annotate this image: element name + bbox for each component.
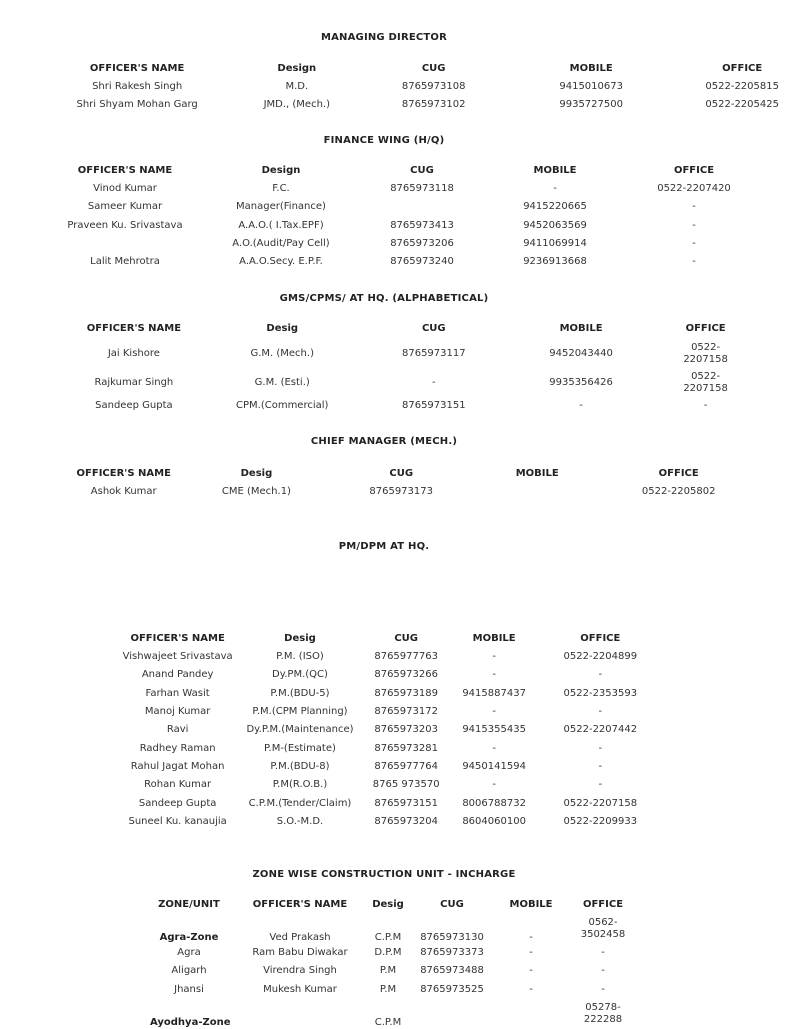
managing-director-table — [60, 60, 790, 115]
zone-unit: Jhansi — [174, 983, 204, 995]
table-row — [150, 914, 644, 944]
designation: C.P.M — [374, 1016, 402, 1028]
header-office: OFFICE — [582, 899, 624, 910]
header-officer-name: OFFICER'S NAME — [76, 468, 171, 479]
office-number: 0522-2353593 — [563, 687, 638, 699]
office-number: - — [598, 669, 603, 681]
header-cug: CUG — [389, 468, 414, 479]
mobile-number: - — [579, 400, 583, 412]
section-title-finance-wing: FINANCE WING (H/Q) — [323, 135, 445, 146]
header-desig: Desig — [266, 323, 299, 334]
office-number: 0522-2204899 — [563, 651, 638, 663]
table-row — [120, 739, 660, 757]
header-mobile: MOBILE — [515, 468, 559, 479]
designation: C.P.M.(Tender/Claim) — [248, 797, 352, 809]
designation: G.M. (Mech.) — [250, 347, 314, 359]
officer-name: Ashok Kumar — [90, 486, 157, 498]
mobile-number: 8006788732 — [462, 797, 526, 809]
designation: D.P.M — [374, 947, 402, 959]
mobile-number: - — [492, 669, 496, 681]
designation: S.O.-M.D. — [276, 815, 324, 827]
mobile-number: 9935727500 — [559, 99, 623, 111]
designation: M.D. — [285, 81, 309, 93]
designation: A.A.O.Secy. E.P.F. — [239, 256, 323, 268]
mobile-number: - — [529, 932, 533, 943]
table-row — [150, 981, 644, 999]
designation: CME (Mech.1) — [221, 486, 291, 498]
office-number: - — [598, 760, 603, 772]
office-number: 0562- 3502458 — [580, 917, 626, 940]
mobile-number: 9415355435 — [462, 724, 526, 736]
header-office: OFFICE — [685, 323, 726, 334]
header-mobile: MOBILE — [559, 323, 603, 334]
designation: JMD., (Mech.) — [263, 99, 331, 111]
header-desig: Desig — [240, 468, 273, 479]
cug-number: 8765973413 — [390, 219, 454, 231]
designation: A.O.(Audit/Pay Cell) — [232, 238, 330, 250]
section-title-pm-dpm: PM/DPM AT HQ. — [338, 541, 430, 552]
officer-name: Shri Rakesh Singh — [92, 81, 183, 93]
table-row — [70, 338, 750, 369]
header-mobile: MOBILE — [533, 165, 577, 176]
zone-unit: Agra-Zone — [159, 932, 219, 943]
designation: P.M.(BDU-8) — [270, 760, 330, 772]
cug-number: 8765973173 — [369, 486, 433, 498]
section-title-managing-director: MANAGING DIRECTOR — [320, 32, 448, 43]
officer-name: Sameer Kumar — [87, 201, 163, 213]
office-number: - — [692, 219, 696, 231]
mobile-number: 9236913668 — [523, 256, 587, 268]
mobile-number: 9935356426 — [549, 377, 613, 388]
table-header-row — [120, 630, 660, 648]
designation: P.M — [379, 965, 397, 977]
officer-name: Ved Prakash — [269, 932, 331, 943]
cug-number: 8765977764 — [374, 760, 438, 772]
office-number: 0522-2205425 — [705, 99, 779, 111]
cug-number — [404, 999, 500, 1029]
pm-dpm-table — [120, 630, 660, 831]
officer-name: Rahul Jagat Mohan — [130, 760, 225, 772]
officer-name: Ram Babu Diwakar — [252, 947, 348, 959]
cug-number: 8765973151 — [374, 797, 438, 809]
officer-name: Shri Shyam Mohan Garg — [76, 99, 198, 111]
office-number: - — [601, 983, 605, 995]
office-number: - — [692, 201, 696, 213]
table-row — [60, 96, 790, 114]
designation: F.C. — [272, 183, 290, 195]
table-row — [120, 776, 660, 794]
table-row — [60, 198, 750, 216]
officer-name: Rajkumar Singh — [94, 377, 174, 388]
mobile-number: 9452043440 — [549, 347, 613, 359]
table-header-row — [70, 465, 750, 483]
cug-number: 8765973108 — [401, 81, 466, 93]
mobile-number: 9415010673 — [559, 81, 623, 93]
cug-number: 8765973151 — [401, 400, 466, 412]
header-mobile: MOBILE — [472, 633, 516, 644]
table-row — [70, 369, 750, 397]
office-number: - — [692, 256, 696, 268]
table-header-row — [60, 60, 790, 78]
cug-number: 8765973240 — [390, 256, 454, 268]
table-row — [120, 758, 660, 776]
mobile-number: 9450141594 — [462, 760, 526, 772]
cug-number: 8765 973570 — [372, 779, 440, 791]
table-row — [120, 666, 660, 684]
header-design: Design — [261, 165, 301, 176]
header-officer-name: OFFICER'S NAME — [77, 165, 173, 176]
officer-name: Suneel Ku. kanaujia — [128, 815, 227, 827]
header-officer-name: OFFICER'S NAME — [130, 633, 225, 644]
header-officer-name: OFFICER'S NAME — [86, 323, 182, 334]
designation: P.M.(CPM Planning) — [252, 706, 348, 718]
mobile-number: - — [492, 779, 496, 791]
table-row — [70, 483, 750, 501]
table-row — [150, 962, 644, 980]
designation: Dy.P.M.(Maintenance) — [246, 724, 354, 736]
cug-number: 8765973203 — [374, 724, 438, 736]
designation: P.M-(Estimate) — [264, 742, 336, 754]
table-row — [60, 235, 750, 253]
table-header-row — [150, 896, 644, 914]
table-row — [120, 685, 660, 703]
section-title-gms-cpms: GMS/CPMS/ AT HQ. (ALPHABETICAL) — [279, 293, 489, 304]
header-office: OFFICE — [722, 63, 763, 74]
gms-cpms-table — [70, 320, 750, 415]
mobile-number: - — [492, 706, 496, 718]
table-row — [120, 703, 660, 721]
designation: G.M. (Esti.) — [254, 377, 310, 388]
zone-wise-table — [150, 896, 644, 1029]
cug-number: 8765973130 — [420, 932, 484, 943]
cug-number: 8765973206 — [390, 238, 454, 250]
finance-wing-table — [60, 162, 750, 271]
designation: P.M(R.O.B.) — [272, 779, 328, 791]
header-officer-name: OFFICER'S NAME — [252, 899, 348, 910]
mobile-number: - — [492, 742, 496, 754]
mobile-number: 9415220665 — [523, 201, 587, 213]
officer-name: Sandeep Gupta — [138, 797, 217, 809]
header-zone-unit: ZONE/UNIT — [158, 899, 220, 910]
cug-number: 8765973525 — [420, 983, 484, 995]
officer-name: Radhey Raman — [139, 742, 216, 754]
office-number: - — [598, 779, 603, 791]
table-row — [120, 721, 660, 739]
office-number: 05278- 222288 — [583, 1001, 623, 1025]
header-office: OFFICE — [580, 633, 621, 644]
header-officer-name: OFFICER'S NAME — [89, 63, 185, 74]
section-title-chief-manager: CHIEF MANAGER (MECH.) — [310, 436, 458, 447]
cug-number — [372, 198, 472, 216]
designation: C.P.M — [374, 932, 402, 943]
header-cug: CUG — [440, 899, 464, 910]
cug-number: 8765973172 — [374, 706, 438, 718]
cug-number: 8765973488 — [420, 965, 484, 977]
chief-manager-table — [70, 465, 750, 501]
mobile-number: 8604060100 — [462, 815, 526, 827]
mobile-number: 9411069914 — [523, 238, 587, 250]
mobile-number: 9452063569 — [523, 219, 587, 231]
office-number: 0522-2205815 — [705, 81, 779, 93]
table-header-row — [60, 162, 750, 180]
mobile-number: - — [553, 183, 557, 195]
header-cug: CUG — [394, 633, 418, 644]
office-number: - — [601, 965, 605, 977]
table-row — [60, 180, 750, 198]
officer-name: Rohan Kumar — [144, 779, 212, 791]
officer-name — [228, 999, 372, 1029]
cug-number: 8765973118 — [390, 183, 454, 195]
officer-name: Lalit Mehrotra — [90, 256, 160, 268]
header-desig: Desig — [284, 633, 316, 644]
table-row — [60, 217, 750, 235]
header-mobile: MOBILE — [509, 899, 553, 910]
header-office: OFFICE — [673, 165, 715, 176]
designation: A.A.O.( I.Tax.EPF) — [238, 219, 324, 231]
table-row — [120, 813, 660, 831]
zone-unit: Aligarh — [171, 965, 207, 977]
header-desig: Desig — [372, 899, 404, 910]
officer-name: Sandeep Gupta — [95, 400, 173, 412]
office-number: - — [601, 947, 605, 959]
cug-number: 8765973102 — [401, 99, 466, 111]
mobile-number: - — [529, 983, 533, 995]
officer-name: Manoj Kumar — [144, 706, 211, 718]
table-row — [70, 397, 750, 415]
officer-name: Vishwajeet Srivastava — [122, 651, 233, 663]
office-number: 0522-2205802 — [641, 486, 716, 498]
office-number: - — [692, 238, 696, 250]
header-cug: CUG — [421, 63, 446, 74]
office-number: 0522- 2207158 — [683, 371, 728, 394]
mobile-number — [500, 999, 562, 1029]
cug-number: - — [432, 377, 436, 388]
officer-name: Vinod Kumar — [93, 183, 157, 195]
cug-number: 8765973266 — [374, 669, 438, 681]
officer-name: Mukesh Kumar — [263, 983, 337, 995]
designation: P.M.(BDU-5) — [270, 687, 330, 699]
office-number: - — [703, 400, 708, 412]
officer-name: Virendra Singh — [263, 965, 337, 977]
zone-unit: Ayodhya-Zone — [150, 1016, 231, 1028]
table-row — [120, 648, 660, 666]
header-cug: CUG — [421, 323, 446, 334]
section-title-zone-wise: ZONE WISE CONSTRUCTION UNIT - INCHARGE — [252, 869, 516, 880]
mobile-number: - — [529, 965, 533, 977]
office-number: 0522-2207442 — [563, 724, 638, 736]
officer-name: Farhan Wasit — [145, 687, 210, 699]
cug-number: 8765973204 — [374, 815, 438, 827]
table-row — [150, 944, 644, 962]
cug-number: 8765973281 — [374, 742, 438, 754]
header-mobile: MOBILE — [569, 63, 613, 74]
table-header-row — [70, 320, 750, 338]
officer-name: Anand Pandey — [141, 669, 214, 681]
header-cug: CUG — [410, 165, 434, 176]
designation: Dy.PM.(QC) — [272, 669, 328, 681]
cug-number: 8765973189 — [374, 687, 438, 699]
designation: P.M. (ISO) — [276, 651, 324, 663]
officer-name: Ravi — [166, 724, 189, 736]
office-number: 0522-2207420 — [657, 183, 731, 195]
officer-name: Jai Kishore — [107, 347, 160, 359]
office-number: 0522- 2207158 — [683, 341, 728, 365]
mobile-number: - — [529, 947, 533, 959]
officer-name — [60, 235, 190, 253]
designation: P.M — [379, 983, 397, 995]
mobile-number — [467, 483, 607, 501]
cug-number: 8765973373 — [420, 947, 484, 959]
office-number: - — [598, 742, 603, 754]
designation: CPM.(Commercial) — [236, 400, 329, 412]
office-number: 0522-2209933 — [563, 815, 638, 827]
header-office: OFFICE — [658, 468, 699, 479]
office-number: - — [598, 706, 603, 718]
mobile-number: 9415887437 — [462, 687, 526, 699]
table-row — [60, 253, 750, 271]
table-row — [60, 78, 790, 96]
designation: Manager(Finance) — [236, 201, 326, 213]
zone-unit: Agra — [177, 947, 201, 959]
cug-number: 8765977763 — [374, 651, 438, 663]
table-row — [120, 794, 660, 812]
table-row — [150, 999, 644, 1029]
officer-name: Praveen Ku. Srivastava — [67, 219, 183, 231]
cug-number: 8765973117 — [401, 347, 466, 359]
office-number: 0522-2207158 — [563, 797, 638, 809]
header-design: Design — [277, 63, 317, 74]
mobile-number: - — [492, 651, 496, 663]
